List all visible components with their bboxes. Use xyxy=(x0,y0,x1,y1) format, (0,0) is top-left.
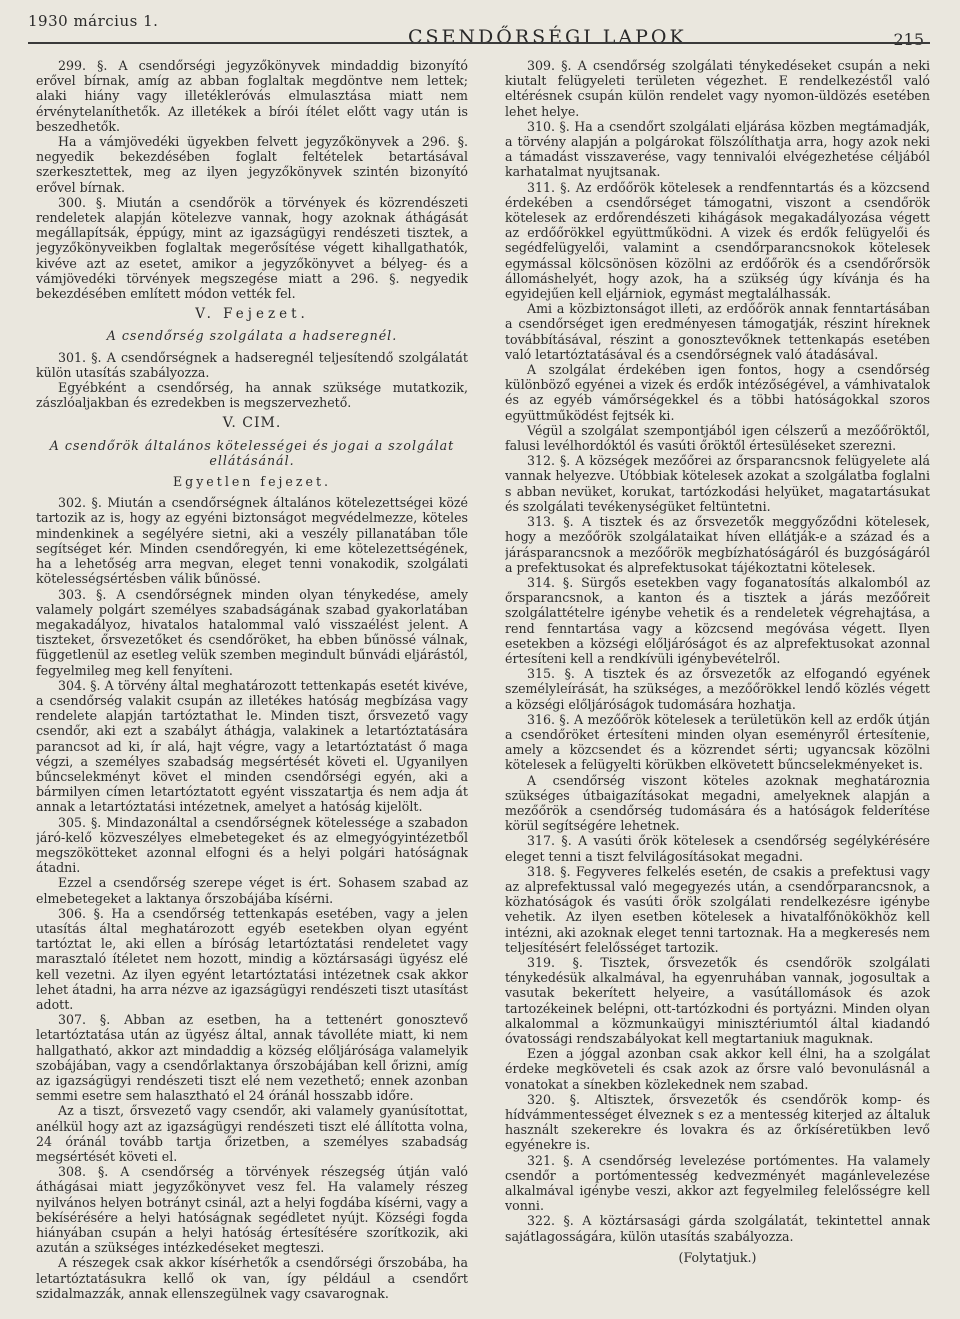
paragraph-305: 305. §. Mindazonáltal a csendőrségnek kötelessége a szabadon járó-kelő közveszélyes elmebetegeket és az elmegyógyintézetből megszökötteket azonnal elfogni és a helyi polgári hatóságnak átadni. xyxy=(36,814,468,876)
publication-title: CSENDŐRSÉGI LAPOK xyxy=(408,26,687,48)
paragraph-307b: Az a tiszt, őrsvezető vagy csendőr, aki valamely gyanúsítottat, anélkül hogy azt az igazságügyi rendészeti tiszt elé állította volna, 24 óránál tovább tartja őrizetben, a személyes szabadság megsértését követi el. xyxy=(36,1103,468,1165)
page-header xyxy=(28,6,924,49)
paragraph-310: 310. §. Ha a csendőrt szolgálati eljárása közben megtámadják, a törvény alapján a polgárokat fölszólíthatja arra, hogy azok neki a támadást visszaverése, vagy tennivalói elvégezhetése céljából karhatalmat nyujtsanak. xyxy=(505,118,930,180)
paragraph-301: 301. §. A csendőrségnek a hadseregnél teljesítendő szolgálatát külön utasítás szabályozza. xyxy=(36,349,468,380)
paragraph-313: 313. §. A tisztek és az őrsvezetők meggyőződni kötelesek, hogy a mezőőrök szolgálataikat híven ellátják-e a század és a járásparancsnok a mezőőrök megbízhatóságáról és buzgóságáról a prefektusokat és alprefektusokat tájékoztatni kötelesek. xyxy=(505,514,930,575)
header-rule xyxy=(28,42,930,44)
paragraph-316b: A csendőrség viszont köteles azoknak meghatároznia szükséges útbaigazításokat megadni, amelyeknek alapján a mezőőrök a csendőrség tudomására és a hatóságok felderítése körül segítségére lehetnek. xyxy=(505,772,930,834)
paragraph-322: 322. §. A köztársasági gárda szolgálatát, tekintettel annak sajátlagosságára, külön utasítás szabályozza. xyxy=(505,1213,930,1244)
single-chapter-heading: Egyetlen fejezet. xyxy=(172,474,332,490)
part-subtitle: A csendőrök általános kötelességei és jogai a szolgálat ellátásánál. xyxy=(49,437,455,468)
paragraph-299: 299. §. A csendőrségi jegyzőkönyvek mindaddig bizonyító erővel bírnak, amíg az abban foglaltak megdöntve nem lettek; alaki hiány vagy illetékleróvás elmulasztása miatt nem érvénytelaníthetők. Az illetékek a bírói ítélet előtt vagy után is beszedhetők. xyxy=(36,58,468,134)
part-heading: V. CIM. xyxy=(222,415,282,432)
paragraph-318: 318. §. Fegyveres felkelés esetén, de csakis a prefektusi vagy az alprefektussal való megegyezés után, a csendőrparancsnok, a közhatóságok és vasúti őrök szolgálati rendelkezésre igénybe vehetik. Az ilyen esetben kötelesek a hivatalfőnökökhöz kell intézni, aki azoknak eleget tenni tartoznak. Ha a megkeresés nem teljesítésért felelősséget tartozik. xyxy=(505,863,930,955)
paragraph-316: 316. §. A mezőőrök kötelesek a területükön kell az erdők útján a csendőröket értesíteni minden olyan eseményről értesítenie, amely a közcsendet és a közrendet sérti; ugyancsak közölni kötelesek a felügyelti körükben elkövetett bűncselekményeket is. xyxy=(505,711,930,773)
paragraph-299b: Ha a vámjövedéki ügyekben felvett jegyzőkönyvek a 296. §. negyedik bekezdésében foglalt feltételek betartásával szerkesztettek, meg az ilyen jegyzőkönyvek szintén bizonyító erővel bírnak. xyxy=(36,134,468,195)
paragraph-320: 320. §. Altisztek, őrsvezetők és csendőrök komp- és hídvámmentességet élveznek s ez a mentesség kiterjed az általuk használt szekerekre és lovakra és az őrkíséretükben levő egyénekre is. xyxy=(505,1091,930,1153)
paragraph-314: 314. §. Sürgős esetekben vagy foganatosítás alkalomból az őrsparancsnok, a kanton és a tisztek a járás mezőőreit szolgálattételre igénybe vehetik és a rendeletek végrehajtása, a rend fenntartása vagy a közcsend megóvása végett. Ilyen esetekben a községi előljáróságot és az alprefektusokat azonnal értesíteni kell a rendkívüli igénybevételről. xyxy=(505,574,930,666)
continued-note: (Folytatjuk.) xyxy=(678,1249,757,1265)
issue-date: 1930 március 1. xyxy=(28,12,159,30)
paragraph-308b: A részegek csak akkor kísérhetők a csendőrségi őrszobába, ha letartóztatásukra kellő ok van, így például a csendőrt szidalmazzák, annak ellenszegülnek vagy csavarognak. xyxy=(36,1255,468,1301)
paragraph-319b: Ezen a jóggal azonban csak akkor kell élni, ha a szolgálat érdeke megköveteli és csak azok az őrsre való bevonulásnál a vonatokat a sínekben közlekednek nem szabad. xyxy=(505,1046,930,1092)
paragraph-312: 312. §. A községek mezőőrei az őrsparancsnok felügyelete alá vannak helyezve. Utóbbiak kötelesek azokat a szolgálatba foglalni s abban nevüket, korukat, tartózkodási helyüket, magatartásukat és szolgálati tevékenységüket feltüntetni. xyxy=(505,453,930,514)
chapter-heading: V. Fejezet. xyxy=(195,306,309,323)
left-column xyxy=(36,58,468,1310)
paragraph-301b: Egyébként a csendőrség, ha annak szüksége mutatkozik, zászlóaljakban és ezredekben is megszervezhető. xyxy=(36,380,468,411)
paragraph-317: 317. §. A vasúti őrök kötelesek a csendőrség segélykérésére eleget tenni a tiszt felvilágosításokat megadni. xyxy=(505,833,930,864)
page-number: 215 xyxy=(893,30,924,49)
paragraph-311c: A szolgálat érdekében igen fontos, hogy a csendőrség különböző egyénei a vizek és erdők intézőségével, a vámhivatalok és az egyéb vámőrségekkel és a többi hatóságokkal szoros együttműködést fejtsék ki. xyxy=(505,362,930,423)
right-column xyxy=(505,58,930,1310)
paragraph-307: 307. §. Abban az esetben, ha a tettenért gonosztevő letartóztatása után az ügyész által, annak távolléte miatt, ki nem hallgatható, akkor azt mindaddig a község előljárósága valamelyik szobájában, vagy a csendőrlaktanya őrszobájában kell őrizni, amíg az igazságügyi rendészeti tiszt elé nem vezethető; ennek azonban semmi esetre sem halasztható el 24 óránál hosszabb időre. xyxy=(36,1012,468,1104)
paragraph-311d: Végül a szolgálat szempontjából igen célszerű a mezőőröktől, falusi levélhordóktól és vasúti őröktől értesüléseket szerezni. xyxy=(505,422,930,454)
paragraph-311: 311. §. Az erdőőrök kötelesek a rendfenntartás és a közcsend érdekében a csendőrséget támogatni, viszont a csendőrök kötelesek az erdőrendészeti kihágások megakadályozása végett az erdőőrökkel együttműködni. A vizek és erdők felügyelői és segédfelügyelői, valamint a csendőrparancsnokok kötelesek egymással kölcsönösen közölni az erdőőrök és a csendőrőrsök állomáshelyét, hogy azok, ha a szükség úgy kívánja és ha egyidejűen kell eljárniok, egymást megtalálhassák. xyxy=(505,179,930,302)
paragraph-315: 315. §. A tisztek és az őrsvezetők az elfogandó egyének személyleírását, ha szükséges, a mezőőrökkel lendő közlés végett a községi előljáróságok tudomására hozhatja. xyxy=(505,666,930,712)
paragraph-303: 303. §. A csendőrségnek minden olyan ténykedése, amely valamely polgárt személyes szabadságának szabad gyakorlatában megakadályoz, hivatalos hatalommal való visszaélést jelent. A tiszteket, őrsvezetőket és csendőröket, ha ebben bűnössé válnak, függetlenül az esetleg velük szemben megindult bűnvádi eljárástól, fegyelmileg meg kell fenyíteni. xyxy=(36,586,468,678)
paragraph-319: 319. §. Tisztek, őrsvezetők és csendőrök szolgálati ténykedésük alkalmával, ha egyenruhában vannak, jogosultak a vasutak bekerített helyeire, a vasútállomások és azok tartozékeinek belépni, ott-tartózkodni és portyázni. Minden olyan alkalommal a közmunkaügyi minisztériumtól által kiadandó óvatossági rendszabályokat kell megtartaniuk maguknak. xyxy=(505,954,930,1046)
paragraph-304: 304. §. A törvény által meghatározott tettenkapás esetét kivéve, a csendőrség valakit csupán az illetékes hatóság megbízása vagy rendelete alapján tartóztathat le. Minden tiszt, őrsvezető vagy csendőr, aki ezt a szabályt áthágja, valakinek a letartóztatására parancsot ad ki, ír alá, hajt végre, vagy a letartóztatást ő maga végzi, a személyes szabadság megsértését követi el. Ugyanilyen bűncselekményt követ el minden csendőrségi egyén, aki a bármilyen címen letartóztatott egyént visszatartja és nem adja át annak a letartóztatási intézetnek, amelyet a hatóság kijelölt. xyxy=(36,677,468,815)
paragraph-308: 308. §. A csendőrség a törvények részegség útján való áthágásai miatt jegyzőkönyvet vesz fel. Ha valamely részeg nyilvános helyen botrányt csinál, azt a helyi fogdába kísérni, vagy a bekísérésére a helyi hatóságnak segédletet nyújt. Községi fogda hiányában csupán a helyi hatóság értesítésére szorítkozik, aki azután a szükséges intézkedéseket megteszi. xyxy=(36,1164,468,1256)
paragraph-309: 309. §. A csendőrség szolgálati ténykedéseket csupán a neki kiutalt felügyeleti területen végezhet. E rendelkezéstől való eltérésnek csupán külön rendelet vagy nyomon-üldözés esetében lehet helye. xyxy=(505,58,930,119)
paragraph-305b: Ezzel a csendőrség szerepe véget is ért. Sohasem szabad az elmebetegeket a laktanya őrszobájába kísérni. xyxy=(36,875,468,906)
paragraph-321: 321. §. A csendőrség levelezése portómentes. Ha valamely csendőr a portómentesség kedvezményét magánlevelezése alkalmával igénybe veszi, akkor azt fegyelmileg felelősségre kell vonni. xyxy=(505,1152,930,1214)
paragraph-306: 306. §. Ha a csendőrség tettenkapás esetében, vagy a jelen utasítás által meghatározott egyéb esetekben olyan egyént tartóztat le, aki ellen a bíróság letartóztatási rendeletet vagy marasztaló ítéletet nem hozott, mindig a köztársasági ügyész elé kell vezetni. Az ilyen egyént letartóztatási intézetnek csak akkor lehet átadni, ha arra nézve az igazságügyi rendészeti tiszt utasítást adott. xyxy=(36,905,468,1012)
paragraph-302: 302. §. Miután a csendőrségnek általános kötelezettségei közé tartozik az is, hogy az egyéni biztonságot megvédelmezze, köteles mindenkinek a segélyére sietni, aki a veszély pillanatában tőle segítséget kér. Minden csendőregyén, ki eme kötelezettségének, ha a lehetőség arra megvan, eleget tenni vonakodik, szolgálati kötelességsértésben válik bűnössé. xyxy=(36,495,468,587)
paragraph-300: 300. §. Miután a csendőrök a törvények és közrendészeti rendeletek alapján kötelezve vannak, hogy azoknak áthágását megállapítsák, éppúgy, mint az igazságügyi rendészeti tisztek, a jegyzőkönyveikben foglaltak megerősítése végett kihallgathatók, kivéve azt az esetet, amikor a jegyzőkönyvet a bélyeg- és a vámjövedéki törvények megszegése miatt a 296. §. negyedik bekezdésében említett módon vették fel. xyxy=(36,194,468,302)
paragraph-311b: Ami a közbiztonságot illeti, az erdőőrök annak fenntartásában a csendőrséget igen eredményesen támogatják, részint híreknek továbbításával, részint a gonosztevőknek tettenkapás esetében való letartóztatásával és a csendőrségnek való átadásával. xyxy=(505,301,930,362)
chapter-subtitle: A csendőrség szolgálata a hadseregnél. xyxy=(106,328,398,344)
